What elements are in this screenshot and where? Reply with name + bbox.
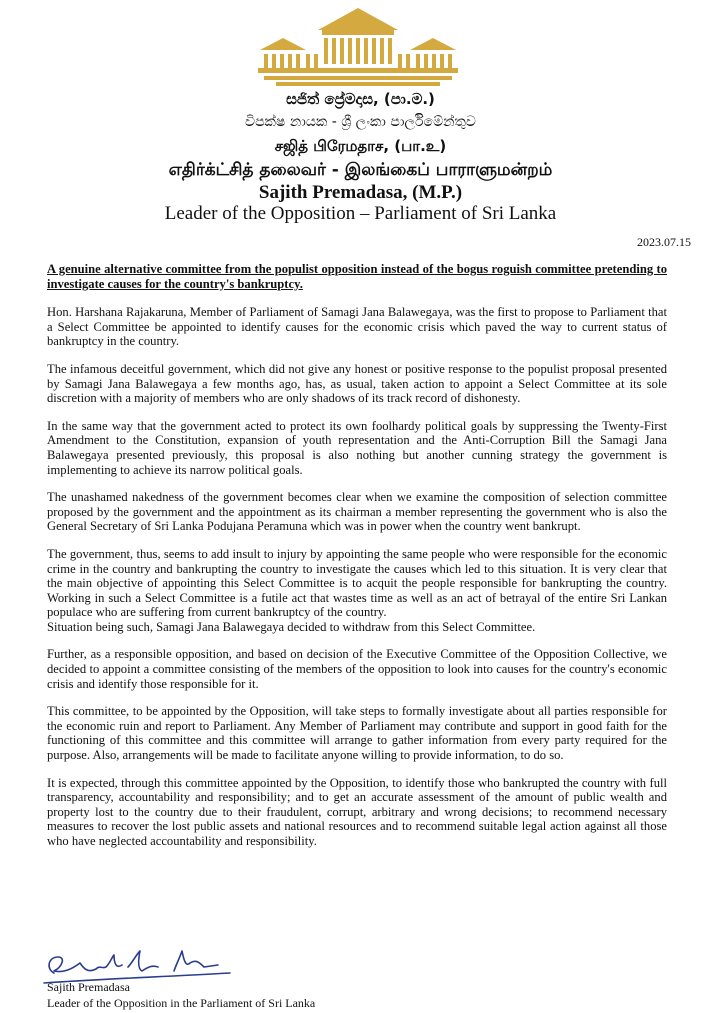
signatory-name: Sajith Premadasa <box>47 980 130 994</box>
document-body <box>47 262 667 862</box>
signatory-title: Leader of the Opposition in the Parliament of Sri Lanka <box>47 996 316 1010</box>
headline: A genuine alternative committee from the populist opposition instead of the bogus roguish committee pretending to investigate causes for the country's bankruptcy. <box>47 262 667 291</box>
tamil-title: எதிர்க்ட்சித் தலைவர் - இலங்கைப் பாராளுமன்றம் <box>168 160 553 180</box>
paragraph-8: It is expected, through this committee appointed by the Opposition, to identify those who bankrupted the country with full transparency, accountability and responsibility; and to get an accurate assessment of the amount of public wealth and property lost to the country due to their fraudulent, corrupt, arbitrary and wrong decisions; to recommend necessary measures to recover the lost public assets and national resources and to recommend suitable legal action against all those who have neglected accountability and responsibility. <box>47 775 667 848</box>
tamil-name: சஜித் பிரேமதாச, (பா.உ) <box>274 137 447 155</box>
paragraph-5: The government, thus, seems to add insult to injury by appointing the same people who were responsible for the economic crime in the country and bankrupting the country to investigate the causes which led to this situation. It is very clear that the main objective of appointing this Select Committee is to acquit the people responsible for bankrupting the country. Working in such a Select Committee is a futile act that wastes time as well as an act of betrayal of the entire Sri Lankan populace who are suffering from current bankruptcy of the country. Situation being such, Samagi Jana Balawegaya decided to withdraw from this Select Committee. <box>47 546 667 634</box>
paragraph-3: In the same way that the government acted to protect its own foolhardy political goals by suppressing the Twenty-First Amendment to the Constitution, expansion of youth representation and the Anti-Corruption Bill the Samagi Jana Balawegaya presented previously, this proposal is also nothing but another cunning strategy the government is implementing to achieve its narrow political goals. <box>47 418 667 477</box>
paragraph-7: This committee, to be appointed by the Opposition, will take steps to formally investigate about all parties responsible for the economic ruin and report to Parliament. Any Member of Parliament may contribute and support in good faith for the functioning of this committee and this committee will arrange to gather information from every party required for the purpose. Also, arrangements will be made to facilitate anyone willing to provide information, to do so. <box>47 704 667 763</box>
document-date: 2023.07.15 <box>637 235 691 249</box>
english-title: Leader of the Opposition – Parliament of Sri Lanka <box>164 203 557 224</box>
sinhala-title: විපක්ෂ නායක - ශ්‍රී ලංකා පාර්ලිමේන්තුව <box>245 114 476 130</box>
parliament-building-icon <box>258 8 458 86</box>
paragraph-4: The unashamed nakedness of the government becomes clear when we examine the composition of selection committee proposed by the government and the appointment as its chairman a member representing the government who is also the General Secretary of Sri Lanka Podujana Peramuna which was in power when the country went bankrupt. <box>47 490 667 534</box>
english-name: Sajith Premadasa, (M.P.) <box>258 182 463 203</box>
paragraph-1: Hon. Harshana Rajakaruna, Member of Parliament of Samagi Jana Balawegaya, was the first to propose to Parliament that a Select Committee be appointed to identify causes for the economic crisis which paved the way to current status of bankruptcy in the country. <box>47 305 667 349</box>
sinhala-name: සජිත් ප්‍රේමදාස, (පා.ම.) <box>286 90 435 108</box>
paragraph-6: Further, as a responsible opposition, and based on decision of the Executive Committee of the Opposition Collective, we decided to appoint a committee consisting of the members of the opposition to look into causes for the country's economic crisis and identify those responsible for it. <box>47 647 667 691</box>
paragraph-2: The infamous deceitful government, which did not give any honest or positive response to the populist proposal presented by Samagi Jana Balawegaya a few months ago, has, as usual, taken action to appoint a Select Committee at its sole discretion with a majority of members who are only shadows of its track record of dishonesty. <box>47 361 667 406</box>
